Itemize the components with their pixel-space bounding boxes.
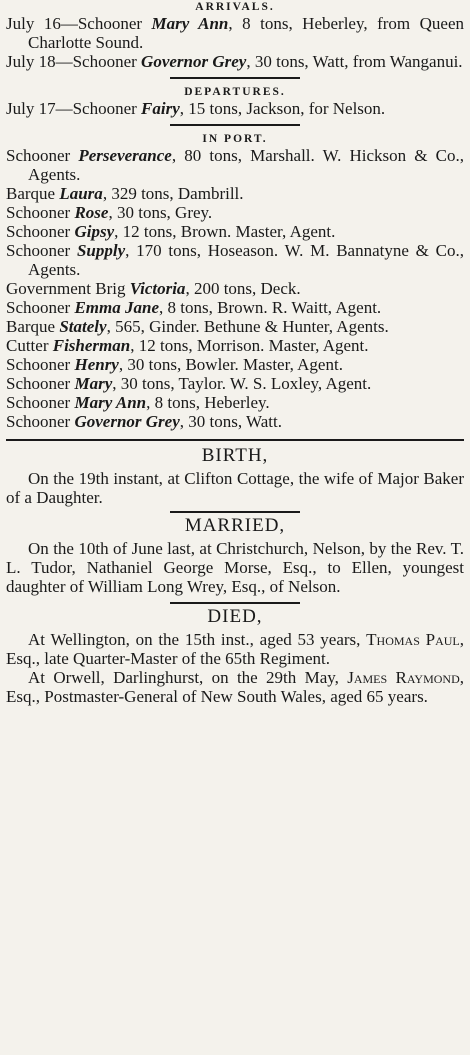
ship-entry <box>6 203 464 222</box>
entry-details: , 8 tons, Brown. R. Waitt, Agent. <box>159 298 382 317</box>
column-divider <box>6 439 464 441</box>
entry-details: , 30 tons, Grey. <box>108 203 213 222</box>
notice-text: At Wellington, on the 15th inst., aged 53 years, <box>28 630 367 649</box>
entry-details: , 30 tons, Bowler. Master, Agent. <box>118 355 343 374</box>
entry-vessel-type: Schooner <box>6 355 75 374</box>
entry-details: , 80 tons, Marshall. W. Hickson & Co., Agents. <box>28 146 464 184</box>
section-divider <box>170 124 300 126</box>
ship-entry <box>6 241 464 279</box>
entry-vessel-type: July 16—Schooner <box>6 14 152 33</box>
entry-details: , 170 tons, Hoseason. W. M. Bannatyne & Co., Agents. <box>28 241 464 279</box>
ship-name: Fairy <box>141 99 180 118</box>
entry-vessel-type: Schooner <box>6 393 75 412</box>
death-notice <box>6 668 464 706</box>
deceased-name: Thomas Paul <box>366 630 460 649</box>
ship-name: Henry <box>74 355 119 374</box>
ship-entry <box>6 279 464 298</box>
entry-vessel-type: Cutter <box>6 336 53 355</box>
entry-vessel-type: Schooner <box>6 146 79 165</box>
died-list <box>6 630 464 706</box>
entry-vessel-type: Barque <box>6 184 60 203</box>
notice-text: , Esq., Postmaster-General of New South Wales, aged 65 years. <box>6 668 464 706</box>
entry-details: , 329 tons, Dambrill. <box>102 184 244 203</box>
entry-vessel-type: July 17—Schooner <box>6 99 142 118</box>
birth-notice: On the 19th instant, at Clifton Cottage, the wife of Major Baker of a Daughter. <box>6 469 464 507</box>
married-heading: MARRIED, <box>184 515 286 536</box>
ship-entry <box>6 393 464 412</box>
entry-details: , 30 tons, Watt, from Wanganui. <box>246 52 463 71</box>
entry-details: , 12 tons, Brown. Master, Agent. <box>114 222 336 241</box>
entry-vessel-type: Schooner <box>6 203 75 222</box>
ship-entry <box>6 317 464 336</box>
ship-entry <box>6 52 464 71</box>
birth-heading: BIRTH, <box>201 445 269 466</box>
ship-entry <box>6 336 464 355</box>
arrivals-heading: ARRIVALS. <box>195 1 275 13</box>
notice-text: At Orwell, Darlinghurst, on the 29th May, <box>28 668 348 687</box>
in-port-heading: IN PORT. <box>202 133 268 145</box>
entry-details: , 565, Ginder. Bethune & Hunter, Agents. <box>106 317 389 336</box>
ship-entry <box>6 146 464 184</box>
married-notice: On the 10th of June last, at Christchurch, Nelson, by the Rev. T. L. Tudor, Nathaniel George Morse, Esq., to Ellen, youngest daughter of William Long Wrey, Esq., of Nelson. <box>6 539 464 596</box>
entry-details: , 30 tons, Taylor. W. S. Loxley, Agent. <box>112 374 372 393</box>
ship-name: Emma Jane <box>74 298 160 317</box>
section-divider <box>170 511 300 513</box>
entry-details: , 200 tons, Deck. <box>185 279 301 298</box>
entry-vessel-type: Barque <box>6 317 60 336</box>
entry-vessel-type: Schooner <box>6 222 75 241</box>
ship-name: Governor Grey <box>141 52 247 71</box>
ship-entry <box>6 222 464 241</box>
death-notice <box>6 630 464 668</box>
died-heading: DIED, <box>207 606 263 627</box>
departures-list <box>6 99 464 118</box>
arrivals-list <box>6 14 464 71</box>
entry-details: , 15 tons, Jackson, for Nelson. <box>179 99 386 118</box>
ship-entry <box>6 374 464 393</box>
ship-name: Stately <box>59 317 107 336</box>
ship-name: Mary <box>74 374 113 393</box>
ship-entry <box>6 99 464 118</box>
notice-text: , Esq., late Quarter-Master of the 65th Regiment. <box>6 630 465 668</box>
ship-name: Governor Grey <box>74 412 180 431</box>
ship-name: Fisherman <box>52 336 131 355</box>
ship-entry <box>6 14 464 52</box>
entry-vessel-type: July 18—Schooner <box>6 52 142 71</box>
ship-name: Mary Ann <box>74 393 147 412</box>
ship-name: Gipsy <box>74 222 115 241</box>
entry-vessel-type: Schooner <box>6 374 75 393</box>
entry-details: , 8 tons, Heberley, from Queen Charlotte Sound. <box>28 14 464 52</box>
ship-name: Laura <box>59 184 103 203</box>
entry-vessel-type: Schooner <box>6 241 77 260</box>
ship-entry <box>6 412 464 431</box>
entry-vessel-type: Government Brig <box>6 279 130 298</box>
deceased-name: James Raymond <box>347 668 460 687</box>
departures-heading: DEPARTURES. <box>184 86 286 98</box>
in-port-list <box>6 146 464 431</box>
ship-entry <box>6 298 464 317</box>
section-divider <box>170 77 300 79</box>
section-divider <box>170 602 300 604</box>
ship-name: Rose <box>74 203 109 222</box>
entry-details: , 12 tons, Morrison. Master, Agent. <box>130 336 369 355</box>
ship-entry <box>6 355 464 374</box>
ship-entry <box>6 184 464 203</box>
entry-details: , 8 tons, Heberley. <box>146 393 270 412</box>
ship-name: Victoria <box>129 279 186 298</box>
ship-name: Mary Ann <box>151 14 229 33</box>
ship-name: Perseverance <box>78 146 172 165</box>
entry-vessel-type: Schooner <box>6 298 75 317</box>
entry-details: , 30 tons, Watt. <box>179 412 282 431</box>
ship-name: Supply <box>76 241 126 260</box>
entry-vessel-type: Schooner <box>6 412 75 431</box>
